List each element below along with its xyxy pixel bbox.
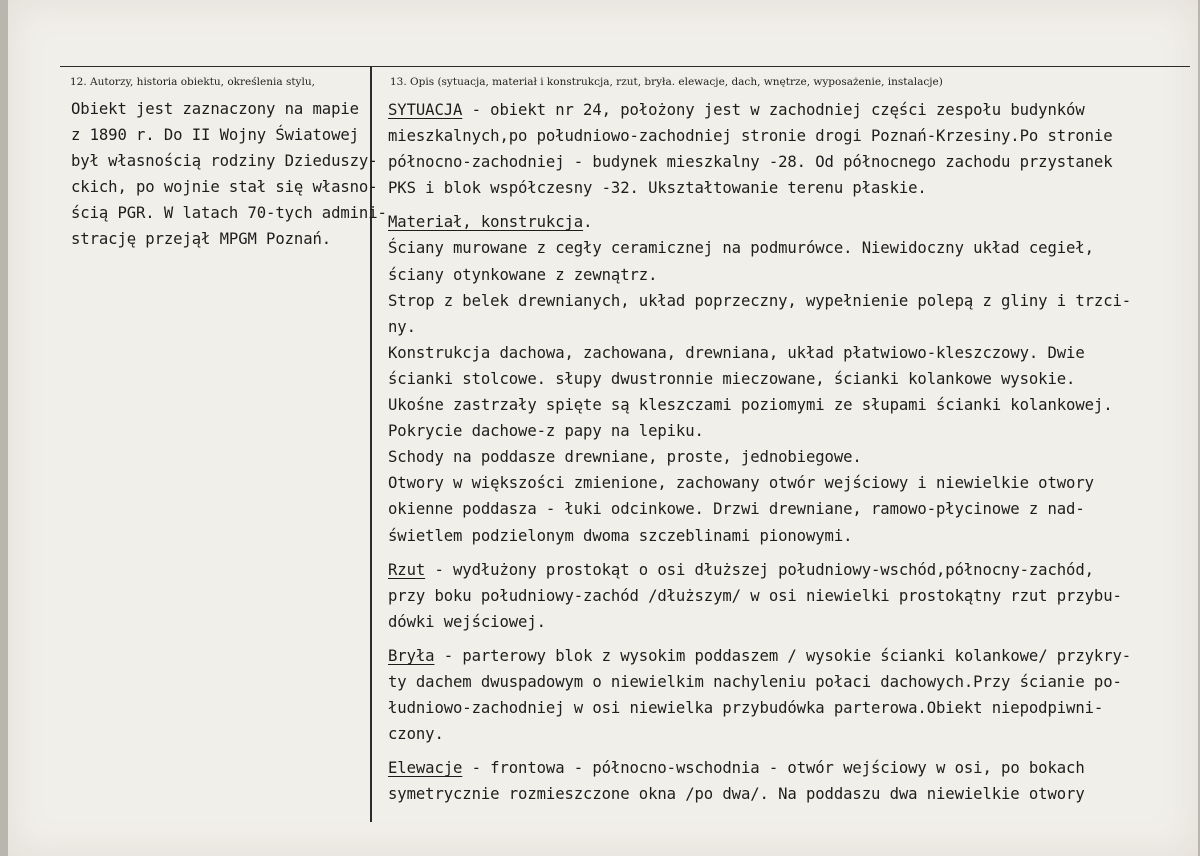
text-line — [388, 583, 1131, 609]
line-text: ny. — [388, 317, 416, 336]
text-line — [388, 340, 1131, 366]
line-text: Schody na poddasze drewniane, proste, jednobiegowe. — [388, 448, 862, 467]
line-text: PKS i blok współczesny -32. Ukształtowanie terenu płaskie. — [388, 179, 927, 198]
line-text: Ściany murowane z cegły ceramicznej na podmurówce. Niewidoczny układ cegieł, — [388, 239, 1094, 258]
section-12-text — [71, 96, 387, 253]
text-line — [388, 609, 1131, 635]
document-page — [8, 0, 1198, 856]
line-text: Ukośne zastrzały spięte są kleszczami poziomymi ze słupami ścianki kolankowej. — [388, 396, 1113, 415]
text-line — [388, 209, 1131, 235]
text-line: ścią PGR. W latach 70-tych admini- — [71, 204, 387, 223]
text-line — [388, 721, 1131, 747]
text-line — [388, 444, 1131, 470]
section-12-heading: 12. Autorzy, historia obiektu, określenia stylu, — [70, 76, 315, 88]
text-line: był własnością rodziny Dzieduszy- — [71, 152, 378, 171]
line-text: Otwory w większości zmienione, zachowany otwór wejściowy i niewielkie otwory — [388, 474, 1094, 493]
text-line — [388, 755, 1131, 781]
line-text: - frontowa - północno-wschodnia - otwór wejściowy w osi, po bokach — [462, 759, 1085, 778]
text-line — [388, 235, 1131, 261]
section-label: Elewacje — [388, 759, 463, 778]
paragraph-gap — [388, 747, 1131, 755]
section-13-text — [388, 97, 1131, 807]
text-line: Obiekt jest zaznaczony na mapie — [71, 100, 359, 118]
paragraph-gap — [388, 201, 1131, 209]
text-line — [388, 643, 1131, 669]
paragraph-gap — [388, 635, 1131, 643]
text-line — [388, 123, 1131, 149]
line-text: . — [583, 213, 593, 232]
line-text: Pokrycie dachowe-z papy na lepiku. — [388, 422, 704, 441]
text-line — [388, 314, 1131, 340]
text-line — [388, 262, 1131, 288]
text-line: z 1890 r. Do II Wojny Światowej — [71, 126, 359, 145]
text-line — [388, 470, 1131, 496]
line-text: - wydłużony prostokąt o osi dłuższej południowy-wschód,północny-zachód, — [425, 560, 1094, 579]
text-line: strację przejął MPGM Poznań. — [71, 230, 332, 249]
line-text: ściany otynkowane z zewnątrz. — [388, 265, 658, 284]
line-text: północno-zachodniej - budynek mieszkalny -28. Od północnego zachodu przystanek — [388, 153, 1113, 172]
line-text: ścianki stolcowe. słupy dwustronnie mieczowane, ścianki kolankowe wysokie. — [388, 369, 1076, 388]
text-line — [388, 149, 1131, 175]
text-line: ckich, po wojnie stał się własno- — [71, 178, 378, 197]
text-line — [388, 288, 1131, 314]
line-text: - obiekt nr 24, położony jest w zachodniej części zespołu budynków — [462, 101, 1085, 119]
section-label: Rzut — [388, 560, 426, 579]
section-label: Materiał, konstrukcja — [388, 213, 584, 232]
line-text: czony. — [388, 725, 444, 744]
text-line — [388, 496, 1131, 522]
text-line — [388, 366, 1131, 392]
text-line — [388, 97, 1131, 123]
paragraph-gap — [388, 549, 1131, 557]
text-line — [388, 523, 1131, 549]
text-line — [388, 781, 1131, 807]
line-text: symetrycznie rozmieszczone okna /po dwa/. Na poddaszu dwa niewielkie otwory — [388, 785, 1085, 804]
line-text: okienne poddasza - łuki odcinkowe. Drzwi drewniane, ramowo-płycinowe z nad- — [388, 500, 1085, 519]
text-line — [388, 392, 1131, 418]
section-13-heading: 13. Opis (sytuacja, materiał i konstrukcja, rzut, bryła. elewacje, dach, wnętrze, wyposażenie, instalacje) — [390, 76, 943, 88]
line-text: przy boku południowy-zachód /dłuższym/ w osi niewielki prostokątny rzut przybu- — [388, 586, 1122, 605]
text-line — [388, 669, 1131, 695]
line-text: Konstrukcja dachowa, zachowana, drewniana, układ płatwiowo-kleszczowy. Dwie — [388, 343, 1085, 362]
line-text: mieszkalnych,po południowo-zachodniej stronie drogi Poznań-Krzesiny.Po stronie — [388, 127, 1113, 146]
line-text: - parterowy blok z wysokim poddaszem / wysokie ścianki kolankowe/ przykry- — [434, 646, 1132, 665]
line-text: dówki wejściowej. — [388, 612, 546, 631]
section-label: Bryła — [388, 646, 435, 665]
line-text: ty dachem dwuspadowym o niewielkim nachyleniu połaci dachowych.Przy ścianie po- — [388, 672, 1122, 691]
text-line — [388, 557, 1131, 583]
line-text: łudniowo-zachodniej w osi niewielka przybudówka parterowa.Obiekt niepodpiwni- — [388, 699, 1104, 718]
section-label: SYTUACJA — [388, 101, 463, 119]
text-line — [388, 175, 1131, 201]
text-line — [388, 695, 1131, 721]
header-rule — [60, 66, 1190, 67]
line-text: świetlem podzielonym dwoma szczeblinami pionowymi. — [388, 526, 853, 545]
line-text: Strop z belek drewnianych, układ poprzeczny, wypełnienie polepą z gliny i trzci- — [388, 291, 1132, 310]
text-line — [388, 418, 1131, 444]
